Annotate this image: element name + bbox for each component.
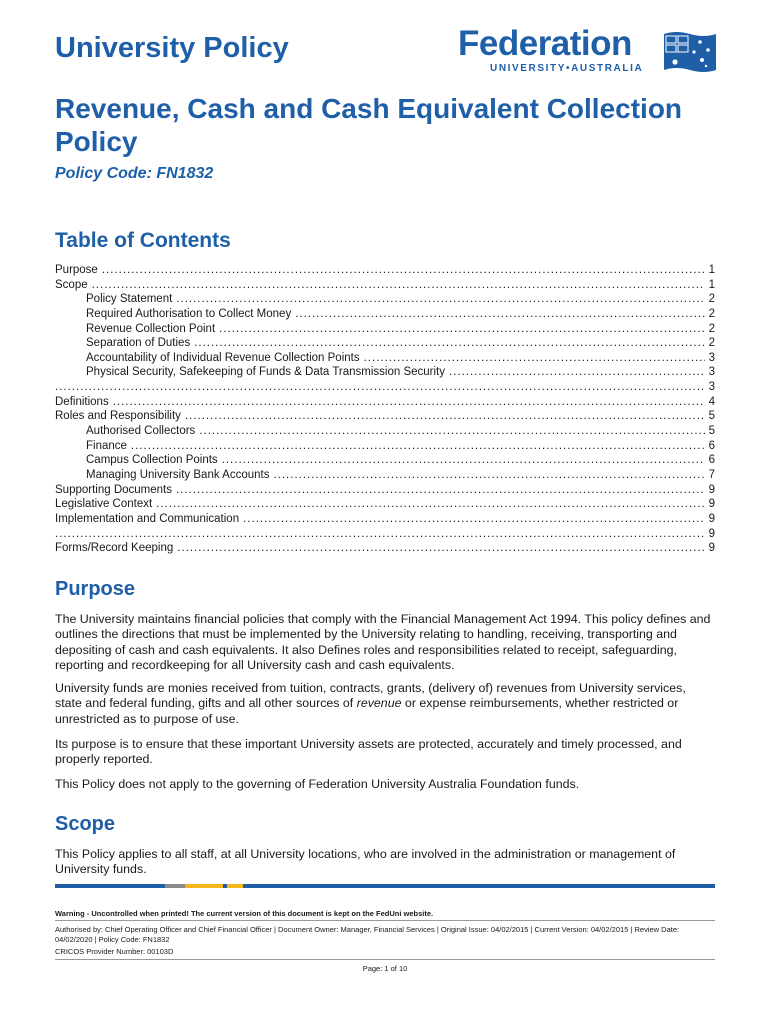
toc-entry-title: Policy Statement — [86, 293, 173, 306]
toc-entry[interactable] — [55, 263, 715, 278]
purpose-paragraph-1: The University maintains financial policies that comply with the Financial Management Act 1994. This policy defines and outlines the directions that must be implemented by the University relating to handling, receiving, transporting and depositing of cash and cash equivalents. It also Defines roles and responsibilities related to receipt, safeguarding, reporting and recordkeeping for all University cash and cash equivalents. — [55, 612, 711, 672]
toc-leader-dots — [55, 380, 705, 395]
toc-entry-title: Purpose — [55, 264, 98, 276]
toc-entry-page: 9 — [708, 498, 715, 511]
toc-entry-page: 4 — [708, 395, 715, 408]
policy-code: Policy Code: FN1832 — [55, 165, 214, 182]
toc-entry-title: Physical Security, Safekeeping of Funds & Data Transmission Security — [86, 366, 446, 379]
federation-university-logo — [458, 24, 716, 76]
toc-entry-page: 3 — [708, 351, 715, 364]
table-of-contents — [55, 263, 715, 556]
toc-leader-dots — [449, 365, 705, 380]
toc-entry-title: Campus Collection Points — [86, 454, 218, 467]
toc-entry[interactable] — [55, 278, 715, 293]
toc-leader-dots — [295, 307, 704, 322]
toc-entry-title: Authorised Collectors — [86, 425, 196, 438]
toc-entry[interactable] — [55, 497, 715, 512]
toc-entry-page: 2 — [708, 337, 715, 350]
logo-wordmark: Federation — [458, 24, 632, 63]
toc-leader-dots — [177, 541, 704, 556]
toc-entry[interactable] — [55, 541, 715, 556]
flag-icon — [662, 30, 718, 74]
toc-entry-page: 7 — [708, 468, 715, 481]
toc-entry[interactable] — [55, 527, 715, 542]
purpose-paragraph-2: University funds are monies received from tuition, contracts, grants, (delivery of) revenues from University services, state and federal funding, gifts and all other sources of revenue or expense reimbursements, whether restricted or unrestricted as to purpose of use. — [55, 681, 686, 726]
toc-entry[interactable] — [55, 322, 715, 337]
toc-leader-dots — [102, 263, 705, 278]
toc-leader-dots — [92, 278, 705, 293]
toc-entry[interactable] — [55, 512, 715, 527]
toc-entry-title: Forms/Record Keeping — [55, 542, 174, 555]
toc-entry[interactable] — [55, 365, 715, 380]
scope-heading: Scope — [55, 813, 116, 835]
purpose-heading: Purpose — [55, 578, 136, 600]
toc-entry-title: Scope — [55, 278, 88, 291]
toc-leader-dots — [156, 497, 704, 512]
toc-leader-dots — [113, 395, 705, 410]
toc-leader-dots — [176, 483, 705, 498]
toc-entry-page: 5 — [708, 410, 715, 423]
footer-divider-2 — [55, 959, 715, 960]
toc-entry[interactable] — [55, 483, 715, 498]
toc-entry-page: 9 — [708, 542, 715, 555]
toc-entry-page: 5 — [708, 425, 715, 438]
toc-entry[interactable] — [55, 351, 715, 366]
toc-entry-page: 1 — [708, 278, 715, 291]
toc-entry[interactable] — [55, 453, 715, 468]
toc-entry[interactable] — [55, 409, 715, 424]
toc-entry-title: Supporting Documents — [55, 483, 172, 496]
toc-entry[interactable] — [55, 292, 715, 307]
scope-paragraph-1: This Policy applies to all staff, at all University locations, who are involved in the administration or management of University funds. — [55, 847, 676, 877]
uncontrolled-warning: Warning - Uncontrolled when printed! The current version of this document is kept on the FedUni website. — [55, 909, 434, 918]
toc-heading: Table of Contents — [55, 229, 231, 252]
toc-leader-dots — [273, 468, 704, 483]
toc-entry-title: Separation of Duties — [86, 337, 191, 350]
document-title: Revenue, Cash and Cash Equivalent Collection Policy — [55, 93, 683, 157]
toc-entry[interactable] — [55, 439, 715, 454]
footer-divider — [55, 920, 715, 921]
toc-entry-page: 1 — [708, 264, 715, 276]
purpose-paragraph-4: This Policy does not apply to the governing of Federation University Australia Foundation funds. — [55, 777, 580, 791]
toc-leader-dots — [364, 351, 705, 366]
toc-leader-dots — [243, 512, 704, 527]
toc-entry[interactable] — [55, 380, 715, 395]
toc-entry[interactable] — [55, 468, 715, 483]
toc-entry-title: Finance — [86, 439, 127, 452]
cricos-number: CRICOS Provider Number: 00103D — [55, 947, 174, 956]
toc-entry-page: 9 — [708, 483, 715, 496]
toc-entry-title: Roles and Responsibility — [55, 410, 181, 423]
toc-entry-page: 3 — [708, 381, 715, 394]
toc-entry-title: Accountability of Individual Revenue Collection Points — [86, 351, 360, 364]
toc-entry-page: 9 — [708, 527, 715, 540]
toc-entry[interactable] — [55, 307, 715, 322]
toc-entry[interactable] — [55, 424, 715, 439]
toc-leader-dots — [55, 527, 705, 542]
toc-entry-page: 2 — [708, 322, 715, 335]
toc-leader-dots — [176, 292, 704, 307]
footer-color-bar — [55, 884, 715, 888]
toc-entry-page: 6 — [708, 439, 715, 452]
authorisation-details: Authorised by: Chief Operating Officer and Chief Financial Officer | Document Owner: Manager, Financial Services | Original Issue: 04/02/2015 | Current Version: 04/02/2015 | Review Date: 04/02/2020 | Policy Code: FN1832 — [55, 925, 680, 944]
toc-entry-page: 2 — [708, 307, 715, 320]
toc-entry-title: Revenue Collection Point — [86, 322, 216, 335]
toc-entry-title: Managing University Bank Accounts — [86, 468, 270, 481]
toc-entry-title: Legislative Context — [55, 498, 153, 511]
toc-entry-title: Required Authorisation to Collect Money — [86, 307, 292, 320]
toc-leader-dots — [131, 439, 705, 454]
toc-leader-dots — [185, 409, 705, 424]
toc-entry[interactable] — [55, 395, 715, 410]
toc-entry-title: Implementation and Communication — [55, 512, 240, 525]
toc-entry-page: 2 — [708, 293, 715, 306]
header-title: University Policy — [55, 32, 289, 64]
toc-entry-title: Definitions — [55, 395, 109, 408]
logo-subtitle: UNIVERSITY•AUSTRALIA — [490, 63, 644, 74]
toc-leader-dots — [194, 336, 704, 351]
toc-leader-dots — [222, 453, 705, 468]
toc-entry[interactable] — [55, 336, 715, 351]
purpose-paragraph-3: Its purpose is to ensure that these important University assets are protected, accurately and timely processed, and properly reported. — [55, 737, 682, 767]
toc-entry-page: 9 — [708, 512, 715, 525]
toc-entry-page: 6 — [708, 454, 715, 467]
toc-entry-page: 3 — [708, 366, 715, 379]
toc-leader-dots — [219, 322, 704, 337]
page-number: Page: 1 of 10 — [362, 964, 408, 973]
toc-leader-dots — [199, 424, 704, 439]
